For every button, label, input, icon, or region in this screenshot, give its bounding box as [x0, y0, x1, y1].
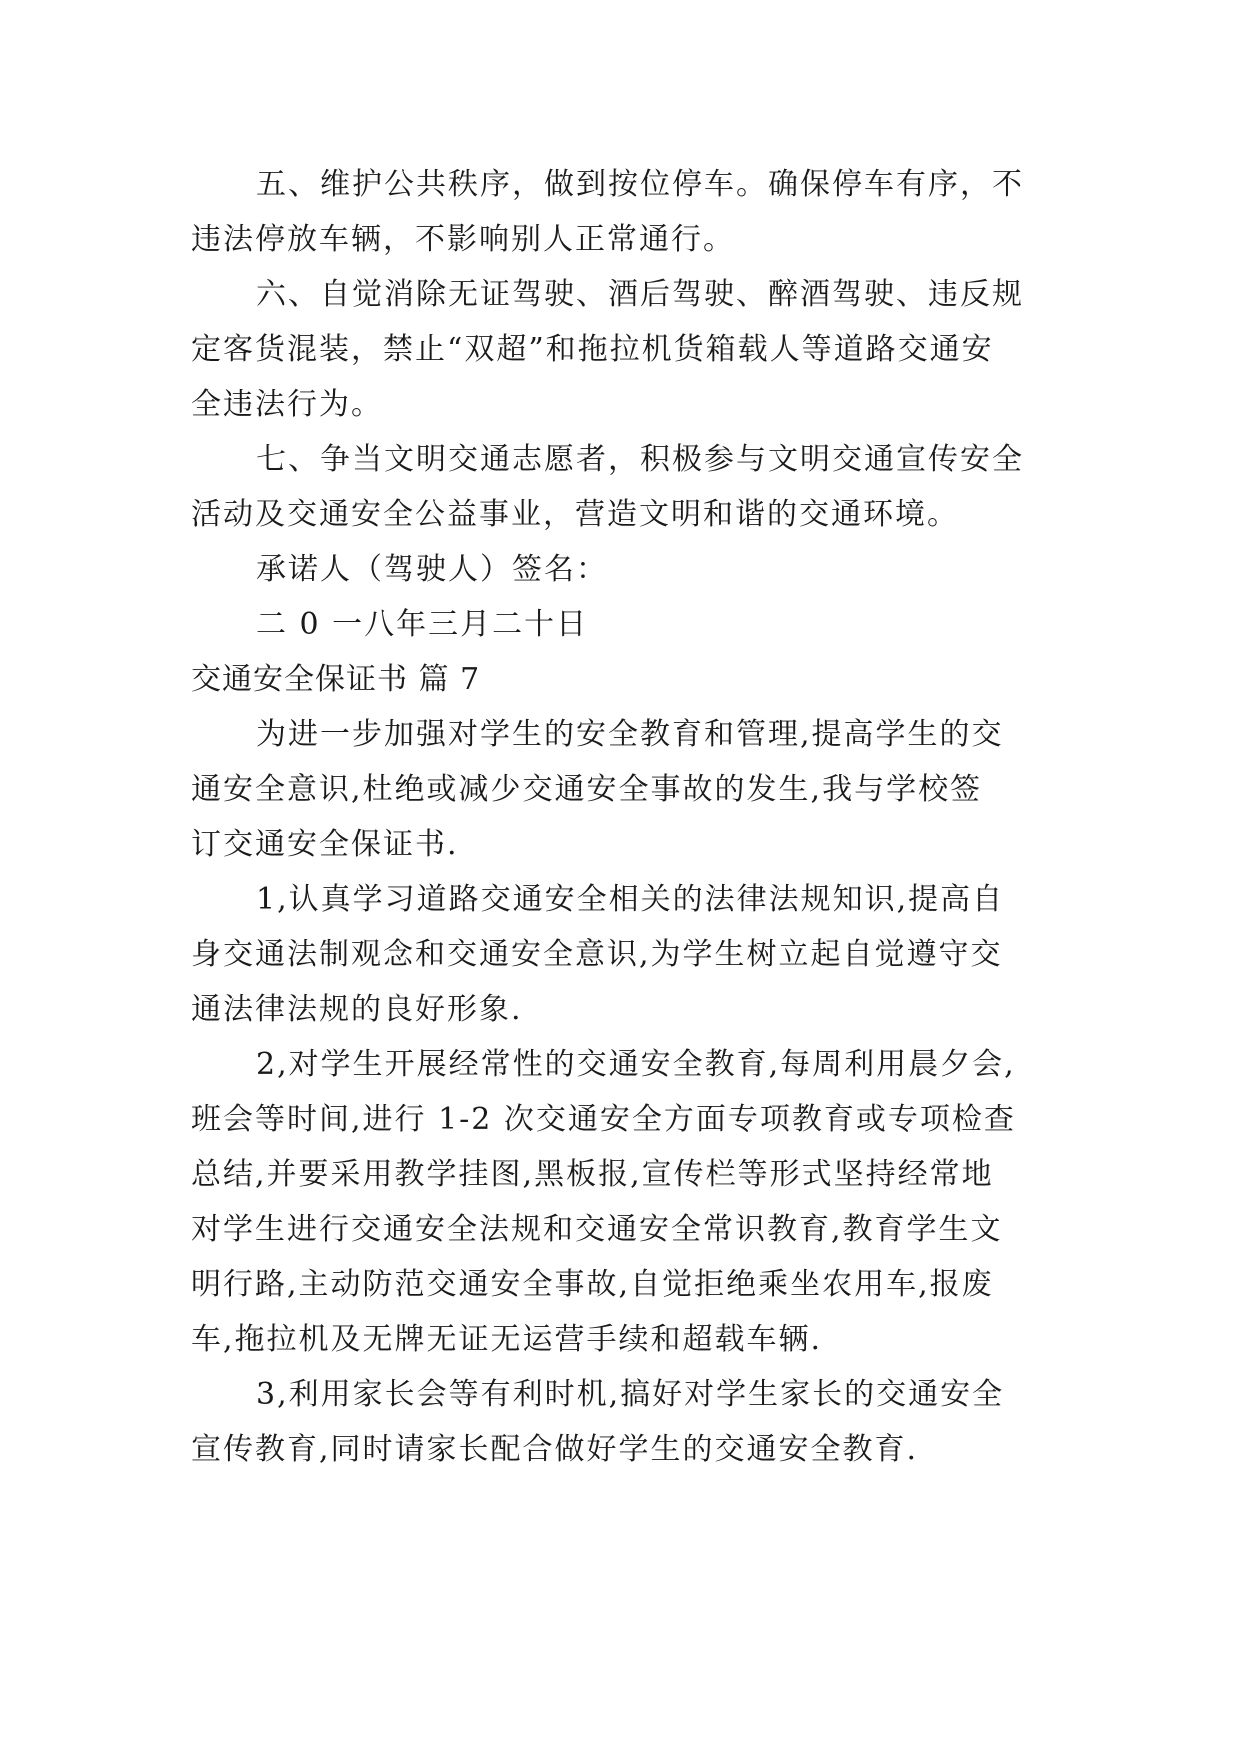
- intro-paragraph-line-3: 订交通安全保证书.: [191, 827, 459, 862]
- item-2-line-1: 2,对学生开展经常性的交通安全教育,每周利用晨夕会,: [256, 1047, 1016, 1082]
- paragraph-5-line-1: 五、维护公共秩序，做到按位停车。确保停车有序，不: [256, 167, 1024, 202]
- item-1-line-3: 通法律法规的良好形象.: [191, 992, 523, 1027]
- item-2-line-4: 对学生进行交通安全法规和交通安全常识教育,教育学生文: [191, 1212, 1003, 1247]
- paragraph-6-line-2: 定客货混装，禁止“双超”和拖拉机货箱载人等道路交通安: [191, 332, 994, 367]
- item-1-line-2: 身交通法制观念和交通安全意识,为学生树立起自觉遵守交: [191, 937, 1003, 972]
- item-3-line-2: 宣传教育,同时请家长配合做好学生的交通安全教育.: [191, 1432, 919, 1467]
- item-2-line-3: 总结,并要采用教学挂图,黑板报,宣传栏等形式坚持经常地: [191, 1157, 994, 1192]
- item-2-line-2: 班会等时间,进行 1-2 次交通安全方面专项教育或专项检查: [191, 1102, 1016, 1137]
- paragraph-5-line-2: 违法停放车辆，不影响别人正常通行。: [191, 222, 735, 257]
- paragraph-7-line-1: 七、争当文明交通志愿者，积极参与文明交通宣传安全: [256, 442, 1024, 477]
- intro-paragraph-line-1: 为进一步加强对学生的安全教育和管理,提高学生的交: [256, 717, 1004, 752]
- date-line: 二 0 一八年三月二十日: [256, 607, 589, 642]
- intro-paragraph-line-2: 通安全意识,杜绝或减少交通安全事故的发生,我与学校签: [191, 772, 983, 807]
- paragraph-6-line-1: 六、自觉消除无证驾驶、酒后驾驶、醉酒驾驶、违反规: [256, 277, 1024, 312]
- item-2-line-5: 明行路,主动防范交通安全事故,自觉拒绝乘坐农用车,报废: [191, 1267, 994, 1302]
- paragraph-6-line-3: 全违法行为。: [191, 387, 383, 422]
- item-1-line-1: 1,认真学习道路交通安全相关的法律法规知识,提高自: [256, 882, 1005, 917]
- item-2-line-6: 车,拖拉机及无牌无证无运营手续和超载车辆.: [191, 1322, 823, 1357]
- signature-line: 承诺人（驾驶人）签名：: [256, 552, 608, 587]
- item-3-line-1: 3,利用家长会等有利时机,搞好对学生家长的交通安全: [256, 1377, 1005, 1412]
- paragraph-7-line-2: 活动及交通安全公益事业，营造文明和谐的交通环境。: [191, 497, 959, 532]
- section-heading: 交通安全保证书 篇 7: [191, 662, 481, 697]
